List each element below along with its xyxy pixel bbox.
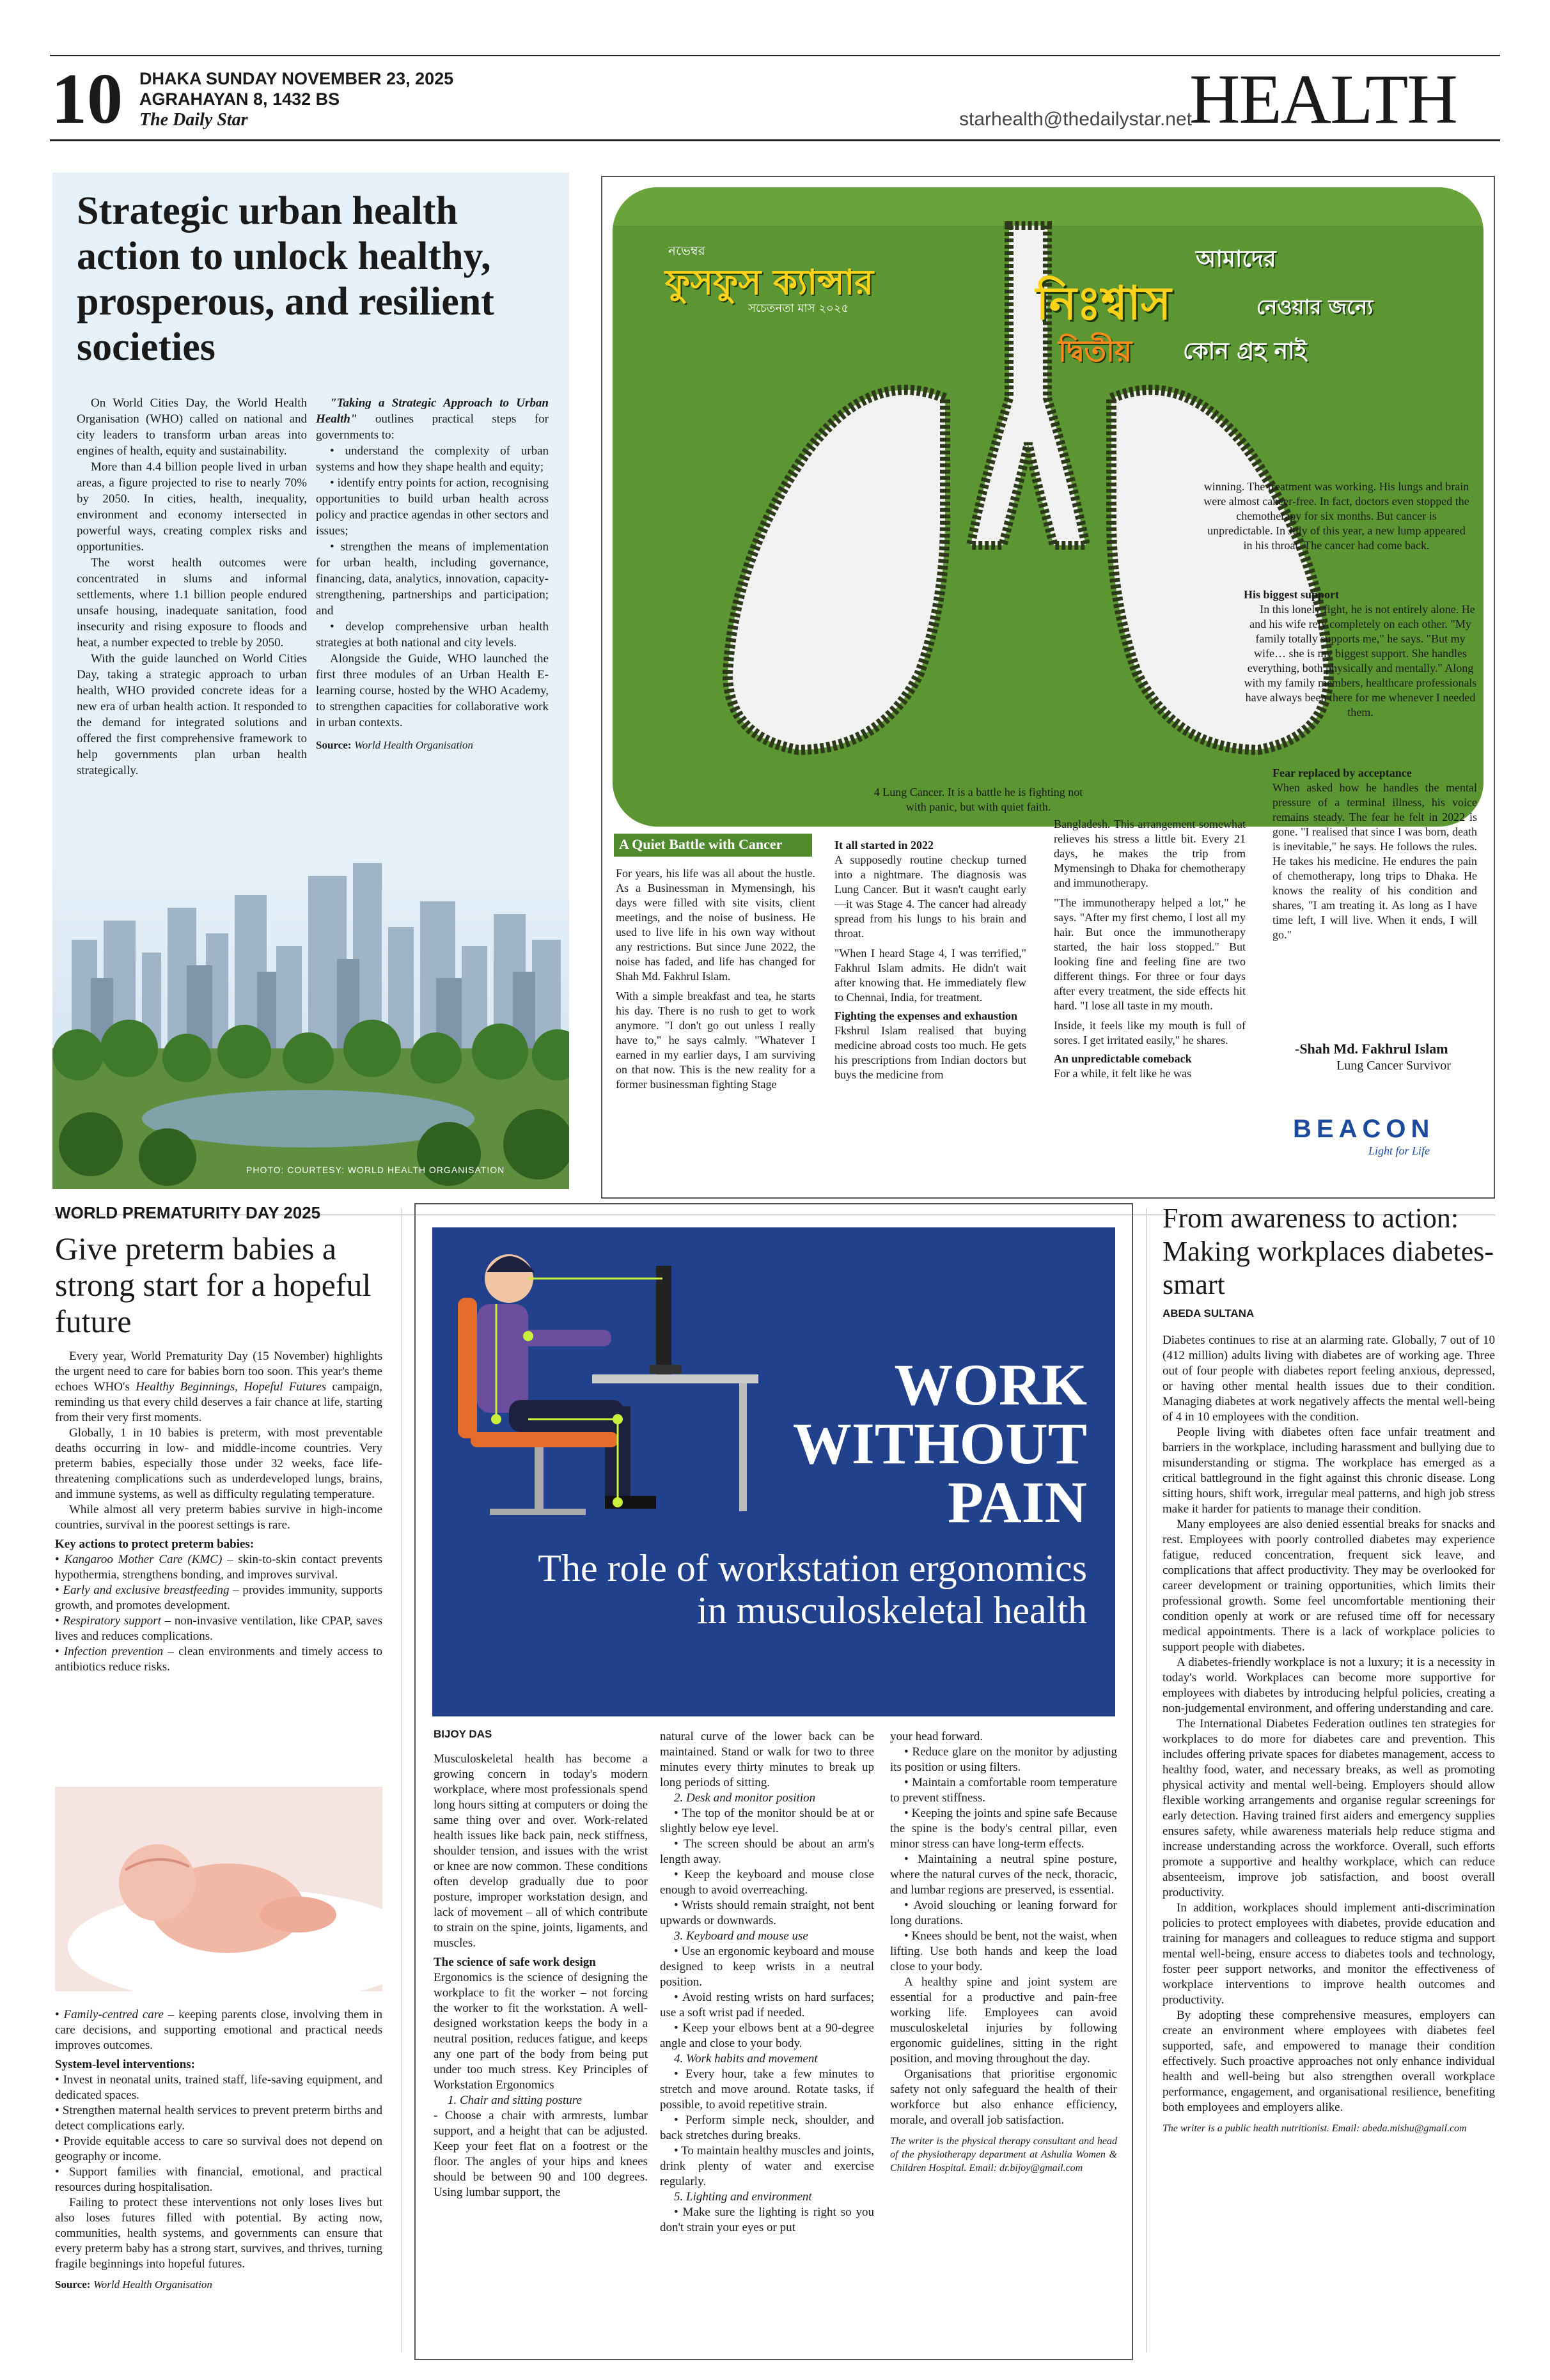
preterm-body-bottom	[55, 2007, 382, 2353]
diabetes-para: By adopting these comprehensive measures, employers can create an environment where employees with diabetes feel supported, safe, and empowered to manage their condition effectively. Such proactive approaches not only enhance individual health and well-being but also strengthen overall workplace performance, engagement, and organisational resilience, benefiting both employees and employers alike.	[1162, 2009, 1495, 2114]
guide-intro: outlines practical steps for governments to:	[316, 412, 549, 442]
list-item: • Support families with financial, emotional, and practical resources during hospitalisation.	[55, 2165, 382, 2195]
ad-para: "When I heard Stage 4, I was terrified," Fakhrul Islam admits. He didn't wait after knowing that. He immediately flew to Chennai, India, for treatment.	[834, 947, 1026, 1004]
ad-para: In this lonely fight, he is not entirely alone. He and his wife rely completely on each other. "My family totally supports me," he says. "But my wife… she is my biggest support. She handles everything, both physically and mentally." Along with my family members, healthcare professionals have always been there for me whenever I needed them.	[1244, 603, 1477, 719]
ergonomics-title-3: PAIN	[947, 1470, 1087, 1535]
action-name: Early and exclusive breastfeeding	[63, 1583, 230, 1597]
ergo-subhead: The science of safe work design	[434, 1956, 596, 1969]
list-item: • Keep your elbows bent at a 90-degree angle and close to your body.	[660, 2021, 874, 2051]
campaign-name: Healthy Beginnings, Hopeful Futures	[136, 1380, 327, 1394]
ad-subhead: His biggest support	[1244, 588, 1340, 601]
urban-col1	[77, 395, 307, 830]
list-item: • The screen should be about an arm's length away.	[660, 1837, 874, 1867]
action-text: – skin-to-skin contact prevents hypothermia, strengthens bonding, and improves survival.	[55, 1553, 382, 1582]
ad-para: When asked how he handles the mental pressure of a terminal illness, his voice remains steady. The fear he felt in 2022 is gone. "I realised that since I was born, death is inevitable," he says. He follows the rules. He takes his medicine. He endures the pain of chemotherapy, long trips to Dhaka. He knows the reality of his condition and shares, "I am treating it. As long as I have time left, I will live. When it ends, I will go."	[1272, 781, 1477, 941]
ergo-para: Organisations that prioritise ergonomic safety not only safeguard the health of their workforce but also enhance efficiency, morale, and overall job satisfaction.	[890, 2067, 1117, 2127]
ergonomics-col1	[434, 1752, 648, 2346]
ad-para: "The immunotherapy helped a lot," he says. "After my first chemo, I lost all my hair. But once the immunotherapy started, the hair loss stopped." But looking fine and feeling fine are two different things. For three or four days after every treatment, the side effects hit hard. "I lose all taste in my mouth.	[1054, 896, 1246, 1012]
source-label: Source:	[55, 2278, 91, 2291]
ad-col-a	[616, 866, 815, 1160]
photo-credit: PHOTO: COURTESY: WORLD HEALTH ORGANISATION	[246, 1165, 505, 1175]
ad-support-section	[1244, 584, 1477, 756]
preterm-kicker: WORLD PREMATURITY DAY 2025	[55, 1203, 321, 1222]
masthead-bottom-rule	[50, 139, 1500, 141]
list-item: • Keeping the joints and spine safe Because the spine is the body's central pillar, even minor stress can have long-term effects.	[890, 1806, 1117, 1852]
ad-caption: 4 Lung Cancer. It is a battle he is fighting not with panic, but with quiet faith.	[873, 786, 1083, 813]
preterm-para: Globally, 1 in 10 babies is preterm, with most preventable deaths occurring in low- and middle-income countries. Very preterm babies, especially those under 32 weeks, face life-threatening complications such as underdeveloped lungs, brains, and immune systems, as well as difficulty regulating temperature.	[55, 1426, 382, 1501]
list-item: • The top of the monitor should be at or slightly below eye level.	[660, 1806, 874, 1837]
action-text: – keeping parents close, involving them in care decisions, and supporting emotional and practical needs improves outcomes.	[55, 2008, 382, 2052]
list-item: • Every hour, take a few minutes to stretch and move around. Rotate tasks, if possible, to avoid repetitive strain.	[660, 2067, 874, 2113]
quiet-battle-label: A Quiet Battle with Cancer	[614, 834, 812, 857]
author-note: The writer is a public health nutritionist. Email: abeda.mishu@gmail.com	[1162, 2123, 1467, 2134]
action-name: Respiratory support	[63, 1614, 161, 1628]
ad-para: Bangladesh. This arrangement somewhat relieves his stress a little bit. Every 21 days, he makes the trip from Mymensingh to Dhaka for chemotherapy and immunotherapy.	[1054, 818, 1246, 889]
diabetes-headline: From awareness to action: Making workplaces diabetes-smart	[1162, 1202, 1494, 1300]
diabetes-byline: ABEDA SULTANA	[1162, 1307, 1255, 1319]
preterm-text: campaign, reminding us that every child deserves a fair chance at life, starting from their very first moments.	[55, 1380, 382, 1424]
urban-para: More than 4.4 billion people lived in urban areas, a figure projected to rise to nearly 70% by 2050. In cities, health, inequality, environment and economy intersected in powerful ways, creating complex risks and opportunities.	[77, 460, 307, 554]
masthead-top-rule	[50, 55, 1500, 56]
ad-subhead: Fear replaced by acceptance	[1272, 766, 1412, 779]
list-item: • Maintain a comfortable room temperature to prevent stiffness.	[890, 1775, 1117, 1806]
preterm-headline: Give preterm babies a strong start for a hopeful future	[55, 1231, 372, 1339]
urban-headline: Strategic urban health action to unlock healthy, prosperous, and resilient societies	[77, 189, 494, 369]
diabetes-para: A diabetes-friendly workplace is not a luxury; it is a necessity in today's world. Workplaces can become more supportive for employees with diabetes by introducing helpful policies, creating a non-judgemental environment, and offering understanding and care.	[1162, 1656, 1495, 1715]
column-divider	[1146, 1208, 1147, 2353]
diabetes-para: The International Diabetes Federation outlines ten strategies for workplaces to do more for diabetes care and prevention. This includes offering private spaces for diabetes management, access to healthy food, water, and necessary breaks, as well as promoting physical activity and mental well-being. Employers should allow flexible working arrangements and organise regular screenings for early detection. Having trained first aiders and emergency supplies ensures safety, while awareness materials help reduce stigma and increase understanding across the workforce. Overall, such efforts promote a supportive and healthy workplace, which can reduce absenteeism, improve job satisfaction, and boost overall productivity.	[1162, 1717, 1495, 1899]
list-item: • Avoid slouching or leaning forward for long durations.	[890, 1898, 1117, 1929]
list-item: • Maintaining a neutral spine posture, where the natural curves of the neck, thoracic, and lumbar regions are preserved, is essential.	[890, 1852, 1117, 1898]
urban-para: Alongside the Guide, WHO launched the first three modules of an Urban Health E-learning course, hosted by the WHO Academy, to strengthen capacities for collaborative work in urban contexts.	[316, 652, 549, 729]
list-item: • To maintain healthy muscles and joints, drink plenty of water and exercise regularly.	[660, 2143, 874, 2189]
ergo-para: Musculoskeletal health has become a growing concern in today's modern workplace, where most professionals spend long hours sitting at computers or doing the same thing over and over. Work-related health issues like back pain, neck stiffness, shoulder tension, and issues with the wrist or knee are now common. These conditions often develop gradually due to poor posture, improper workstation design, and lack of movement – all of which contribute to strain on the spine, joints, ligaments, and muscles.	[434, 1752, 648, 1950]
urban-col2	[316, 395, 549, 836]
ad-bangla-slogan-4: দ্বিতীয়	[1058, 334, 1132, 368]
urban-para: With the guide launched on World Cities Day, taking a strategic approach to urban health, WHO provided concrete ideas for a new era of urban health action. It responded to the demand for integrated solutions and offered the first comprehensive framework to help governments plan urban health strategically.	[77, 652, 307, 777]
diabetes-para: Diabetes continues to rise at an alarming rate. Globally, 7 out of 10 (412 million) adults living with diabetes are of working age. Three out of four people with diabetes report feeling anxious, depressed, or having other mental health issues due to their condition. Managing diabetes at work negatively affects the mental well-being of 4 in 10 employees with the condition.	[1162, 1334, 1495, 1424]
list-item: • Keep the keyboard and mouse close enough to avoid overreaching.	[660, 1867, 874, 1898]
ad-bangla-month: নভেম্বর	[668, 243, 705, 258]
list-item: • Reduce glare on the monitor by adjusting its position or using filters.	[890, 1745, 1117, 1775]
action-name: Kangaroo Mother Care (KMC)	[64, 1553, 223, 1566]
ad-subhead: Fighting the expenses and exhaustion	[834, 1009, 1018, 1022]
ad-para: Inside, it feels like my mouth is full of sores. I get irritated easily," he shares.	[1054, 1019, 1246, 1046]
list-item: • Provide equitable access to care so survival does not depend on geography or income.	[55, 2134, 382, 2165]
ergo-item-title: 1. Chair and sitting posture	[448, 2094, 582, 2107]
action-text: – non-invasive ventilation, like CPAP, saves lives and reduces complications.	[55, 1614, 382, 1643]
ergonomics-title-2: WITHOUT	[792, 1411, 1087, 1476]
ad-top-right-text	[1202, 479, 1471, 582]
ad-bangla-slogan-1: আমাদের	[1196, 246, 1276, 272]
masthead-paper-logo: The Daily Star	[139, 110, 248, 130]
list-item: • Make sure the lighting is right so you don't strain your eyes or put	[660, 2205, 874, 2236]
diabetes-para: People living with diabetes often face unfair treatment and barriers in the workplace, including harassment and bullying due to misunderstanding or stigma. The workplace has emerged as a critical battleground in the fight against this chronic disease. Long sitting hours, shift work, irregular meal patterns, and high job stress make it harder for patients to manage their condition.	[1162, 1426, 1495, 1516]
list-item: • strengthen the means of implementation for urban health, including governance, financing, data, analytics, innovation, capacity-strengthening, partnerships and participation; and	[316, 539, 549, 619]
author-note: The writer is the physical therapy consultant and head of the physiotherapy department at Ashulia Women & Children Hospital. Email: dr.bijoy@gmail.com	[890, 2136, 1117, 2174]
source-text: World Health Organisation	[354, 739, 473, 751]
preterm-subhead: System-level interventions:	[55, 2058, 195, 2071]
urban-para: The worst health outcomes were concentrated in slums and informal settlements, where 1.1 billion people endured unsafe housing, inadequate sanitation, food insecurity and rising exposure to floods and heat, a number expected to treble by 2050.	[77, 556, 307, 649]
ergo-para: A healthy spine and joint system are essential for a productive and pain-free working life. Employees can avoid musculoskeletal injuries by following ergonomic guidelines, sitting in the right position, and moving throughout the day.	[890, 1975, 1117, 2065]
source-label: Source:	[316, 739, 352, 751]
ergo-para: natural curve of the lower back can be maintained. Stand or walk for two to three minutes every thirty minutes to break up long periods of sitting.	[660, 1730, 874, 1789]
masthead-email[interactable]: starhealth@thedailystar.net	[959, 109, 1192, 130]
preterm-text: Every year, World Prematurity Day (15 November) highlights the urgent need to care for babies born too soon. This year's theme echoes WHO's	[55, 1349, 382, 1394]
list-item: • Avoid resting wrists on hard surfaces; use a soft wrist pad if needed.	[660, 1990, 874, 2021]
ad-bangla-slogan-2: নিঃশ্বাস	[1036, 276, 1171, 330]
beacon-tagline: Light for Life	[1368, 1144, 1430, 1157]
source-text: World Health Organisation	[93, 2278, 212, 2291]
list-item: • understand the complexity of urban systems and how they shape health and equity;	[316, 443, 549, 475]
list-item: • Invest in neonatal units, trained staff, life-saving equipment, and dedicated spaces.	[55, 2073, 382, 2103]
list-item: • Knees should be bent, not the waist, when lifting. Use both hands and keep the load close to your body.	[890, 1929, 1117, 1975]
ad-fear-section	[1272, 762, 1477, 1018]
ergonomics-col3	[890, 1729, 1117, 2346]
ad-signature-role: Lung Cancer Survivor	[1336, 1059, 1451, 1073]
action-text: – provides immunity, supports growth, and promotes development.	[55, 1583, 382, 1612]
action-name: Family-centred care	[63, 2008, 164, 2021]
guide-title: "Taking a Strategic Approach to Urban Health"	[316, 396, 549, 426]
ad-para: With a simple breakfast and tea, he starts his day. There is no rush to get to work anymore. "I don't go out unless I really have to," he says calmly. "Whatever I earned in my earlier days, I am surviving on that now. This is the new reality for a former businessman fighting Stage	[616, 990, 815, 1091]
diabetes-para: In addition, workplaces should implement anti-discrimination policies to protect employees with diabetes, provide education and training for managers and colleagues to reduce stigma and support mental well-being, ensure access to diabetes tools and technology, foster peer support networks, and monitor the effectiveness of workplace interventions to improve health outcomes and productivity.	[1162, 1901, 1495, 2007]
list-item: • Wrists should remain straight, not bent upwards or downwards.	[660, 1898, 874, 1929]
ad-col-b	[834, 834, 1026, 1160]
list-item: • Strengthen maternal health services to prevent preterm births and detect complications early.	[55, 2103, 382, 2134]
ad-para: For a while, it felt like he was	[1054, 1067, 1191, 1080]
ergonomics-title-1: WORK	[894, 1352, 1087, 1417]
preterm-para: While almost all very preterm babies survive in high-income countries, survival in the poorest settings is rare.	[55, 1503, 382, 1532]
ad-para: Fkshrul Islam realised that buying medicine abroad costs too much. He gets his prescriptions from Indian doctors but buys the medicine from	[834, 1024, 1026, 1081]
ergo-item-title: 5. Lighting and environment	[674, 2190, 812, 2204]
ad-subhead: It all started in 2022	[834, 839, 934, 852]
section-title: HEALTH	[1189, 60, 1457, 138]
diabetes-body	[1162, 1333, 1495, 2346]
preterm-baby-photo	[55, 1787, 382, 1991]
action-text: – clean environments and timely access to antibiotics reduce risks.	[55, 1645, 382, 1674]
preterm-body-top	[55, 1349, 382, 1784]
list-item: • Use an ergonomic keyboard and mouse designed to keep wrists in a neutral position.	[660, 1944, 874, 1990]
action-name: Infection prevention	[63, 1645, 164, 1658]
ad-bangla-slogan-5: কোন গ্রহ নাই	[1183, 338, 1307, 364]
preterm-para: Failing to protect these interventions not only loses lives but also loses futures filled with potential. By acting now, communities, health systems, and governments can ensure that every preterm baby has a strong start, survives, and thrives, turning fragile beginnings into hopeful futures.	[55, 2196, 382, 2271]
list-item: • develop comprehensive urban health strategies at both national and city levels.	[316, 619, 549, 651]
beacon-logo: BEACON	[1293, 1115, 1435, 1143]
ergo-item-title: 4. Work habits and movement	[674, 2052, 818, 2065]
list-item: • identify entry points for action, recognising opportunities to build urban health across policy and practice agendas in other sectors and issues;	[316, 475, 549, 539]
ergonomics-subtitle: The role of workstation ergonomics in musculoskeletal health	[538, 1547, 1087, 1631]
ad-col-c	[1054, 817, 1246, 1162]
ad-para: For years, his life was all about the hustle. As a Businessman in Mymensingh, his days were filled with site visits, client meetings, and the noise of business. He used to live life in his own way without any restrictions. But since June 2022, the noise has faded, and life has changed for Shah Md. Fakhrul Islam.	[616, 867, 815, 983]
urban-para: On World Cities Day, the World Health Organisation (WHO) called on national and city leaders to transform urban areas into engines of health, equity and sustainability.	[77, 396, 307, 458]
ergo-item-title: 3. Keyboard and mouse use	[674, 1929, 808, 1943]
page-number: 10	[51, 59, 123, 139]
ad-bangla-slogan-3: নেওয়ার জন্যে	[1256, 295, 1374, 319]
ergo-para: your head forward.	[890, 1730, 983, 1743]
masthead-bangla-date: AGRAHAYAN 8, 1432 BS	[139, 89, 340, 109]
ergonomics-col2	[660, 1729, 874, 2346]
ergo-item-title: 2. Desk and monitor position	[674, 1791, 816, 1805]
diabetes-para: Many employees are also denied essential breaks for snacks and rest. Employees with poorly controlled diabetes may experience fatigue, reduced concentration, frequent sick leave, and complications that affect productivity. They may be overlooked for career development or training opportunities, which limits their professional growth. Some feel uncomfortable mentioning their condition openly at work or are refused time off for necessary medical appointments. There is a lack of workplace policies to support people with diabetes.	[1162, 1518, 1495, 1654]
ad-bangla-title: ফুসফুস ক্যান্সার	[665, 262, 874, 302]
ad-bangla-subtitle: সচেতনতা মাস ২০২৫	[748, 302, 849, 315]
ergo-para: - Choose a chair with armrests, lumbar support, and a height that can be adjusted. Keep your feet flat on a footrest or the floor. The angles of your hips and knees should be between 90 and 100 degrees. Using lumbar support, the	[434, 2109, 648, 2199]
ergo-para: Ergonomics is the science of designing the workplace to fit the worker – not forcing the worker to fit the workstation. A well-designed workstation keeps the body in a neutral position, reduces fatigue, and keeps any one part of the body from being put under too much stress. Key Principles of Workstation Ergonomics	[434, 1971, 648, 2092]
ad-para: A supposedly routine checkup turned into a nightmare. The diagnosis was Lung Cancer. But it wasn't caught early—it was Stage 4. The cancer had already spread from his lungs to his brain and throat.	[834, 853, 1026, 940]
ad-subhead: An unpredictable comeback	[1054, 1052, 1192, 1065]
city-skyline-photo	[52, 837, 569, 1189]
preterm-subhead: Key actions to protect preterm babies:	[55, 1537, 254, 1551]
list-item: • Perform simple neck, shoulder, and back stretches during breaks.	[660, 2113, 874, 2143]
ad-signature: -Shah Md. Fakhrul Islam	[1295, 1041, 1448, 1057]
ad-para: winning. The treatment was working. His lungs and brain were almost cancer-free. In fact, doctors even stopped the chemotherapy for six months. But cancer is unpredictable. In July of this year, a new lump appeared in his throat. The cancer had come back.	[1203, 480, 1469, 552]
masthead-date: DHAKA SUNDAY NOVEMBER 23, 2025	[139, 69, 454, 88]
ergonomics-byline: BIJOY DAS	[434, 1728, 492, 1740]
